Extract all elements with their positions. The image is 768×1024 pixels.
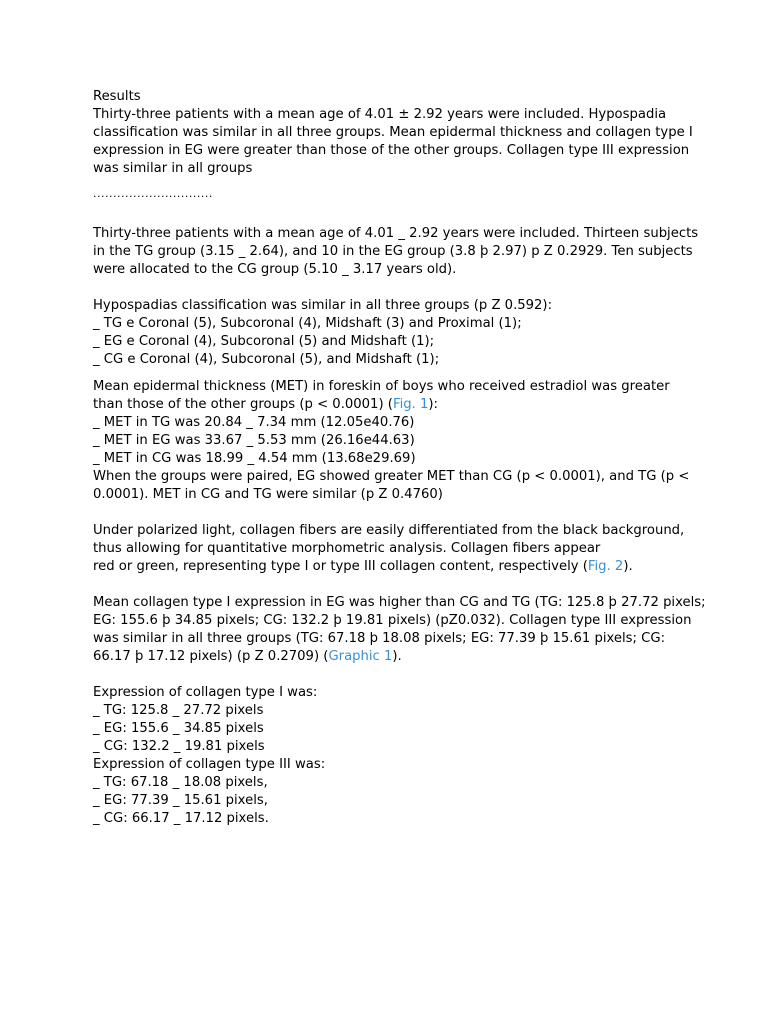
fig-1-link[interactable]: Fig. 1 <box>392 397 429 412</box>
paragraph-line: Mean collagen type I expression in EG was higher than CG and TG (TG: 125.8 þ 27.72 pixels; <box>93 595 706 610</box>
summary-section <box>93 88 693 178</box>
list-item: _ MET in EG was 33.67 _ 5.53 mm (26.16e44.63) <box>93 433 415 448</box>
paragraph-line: Expression of collagen type I was: <box>93 685 318 700</box>
paragraph-line: When the groups were paired, EG showed greater MET than CG (p < 0.0001), and TG (p < <box>93 469 690 484</box>
paragraph-line: EG: 155.6 þ 34.85 pixels; CG: 132.2 þ 19.81 pixels) (pZ0.032). Collagen type III expression <box>93 613 692 628</box>
paragraph-line: were allocated to the CG group (5.10 _ 3.17 years old). <box>93 262 457 277</box>
text-fragment: red or green, representing type I or type III collagen content, respectively ( <box>93 559 588 574</box>
list-item: _ TG e Coronal (5), Subcoronal (4), Midshaft (3) and Proximal (1); <box>93 316 522 331</box>
collagen-paragraph <box>93 594 706 666</box>
classification-paragraph <box>93 297 688 369</box>
fig-2-link[interactable]: Fig. 2 <box>587 559 624 574</box>
text-fragment: ). <box>623 559 633 574</box>
summary-line: Thirty-three patients with a mean age of 4.01 ± 2.92 years were included. Hypospadia <box>93 107 667 122</box>
text-fragment: than those of the other groups (p < 0.0001) ( <box>93 397 393 412</box>
patients-paragraph <box>93 225 699 279</box>
list-item: _ CG: 132.2 _ 19.81 pixels <box>93 739 265 754</box>
met-paragraph <box>93 378 688 504</box>
paragraph-line: Expression of collagen type III was: <box>93 757 326 772</box>
paragraph-line: was similar in all three groups (TG: 67.18 þ 18.08 pixels; EG: 77.39 þ 15.61 pixels; CG: <box>93 631 666 646</box>
list-item: _ CG e Coronal (4), Subcoronal (5), and Midshaft (1); <box>93 352 440 367</box>
paragraph-line: 0.0001). MET in CG and TG were similar (p Z 0.4760) <box>93 487 443 502</box>
summary-line: expression in EG were greater than those of the other groups. Collagen type III expression <box>93 143 690 158</box>
list-item: _ CG: 66.17 _ 17.12 pixels. <box>93 811 269 826</box>
list-item: _ MET in TG was 20.84 _ 7.34 mm (12.05e40.76) <box>93 415 415 430</box>
paragraph-line: in the TG group (3.15 _ 2.64), and 10 in the EG group (3.8 þ 2.97) p Z 0.2929. Ten subjects <box>93 244 693 259</box>
list-item: _ TG: 125.8 _ 27.72 pixels <box>93 703 264 718</box>
expression-paragraph <box>93 684 688 828</box>
paragraph-line: Under polarized light, collagen fibers are easily differentiated from the black background, <box>93 523 685 538</box>
text-fragment: ): <box>428 397 438 412</box>
results-heading: Results <box>93 89 141 104</box>
list-item: _ TG: 67.18 _ 18.08 pixels, <box>93 775 268 790</box>
paragraph-line <box>93 648 688 666</box>
paragraph-line: thus allowing for quantitative morphometric analysis. Collagen fibers appear <box>93 541 601 556</box>
paragraph-line: Mean epidermal thickness (MET) in foreskin of boys who received estradiol was greater <box>93 379 670 394</box>
summary-line: was similar in all groups <box>93 161 253 176</box>
list-item: _ EG: 155.6 _ 34.85 pixels <box>93 721 264 736</box>
list-item: _ MET in CG was 18.99 _ 4.54 mm (13.68e29.69) <box>93 451 416 466</box>
graphic-1-link[interactable]: Graphic 1 <box>328 649 393 664</box>
list-item: _ EG: 77.39 _ 15.61 pixels, <box>93 793 268 808</box>
paragraph-line <box>93 558 688 576</box>
summary-line: classification was similar in all three groups. Mean epidermal thickness and collagen type I <box>93 125 693 140</box>
text-fragment: ). <box>392 649 402 664</box>
paragraph-line: Hypospadias classification was similar in all three groups (p Z 0.592): <box>93 298 553 313</box>
polarized-paragraph <box>93 522 688 576</box>
paragraph-line <box>93 396 688 414</box>
paragraph-line: Thirty-three patients with a mean age of 4.01 _ 2.92 years were included. Thirteen subjects <box>93 226 699 241</box>
dotted-separator: .............................. <box>93 187 213 200</box>
text-fragment: 66.17 þ 17.12 pixels) (p Z 0.2709) ( <box>93 649 329 664</box>
list-item: _ EG e Coronal (4), Subcoronal (5) and Midshaft (1); <box>93 334 435 349</box>
